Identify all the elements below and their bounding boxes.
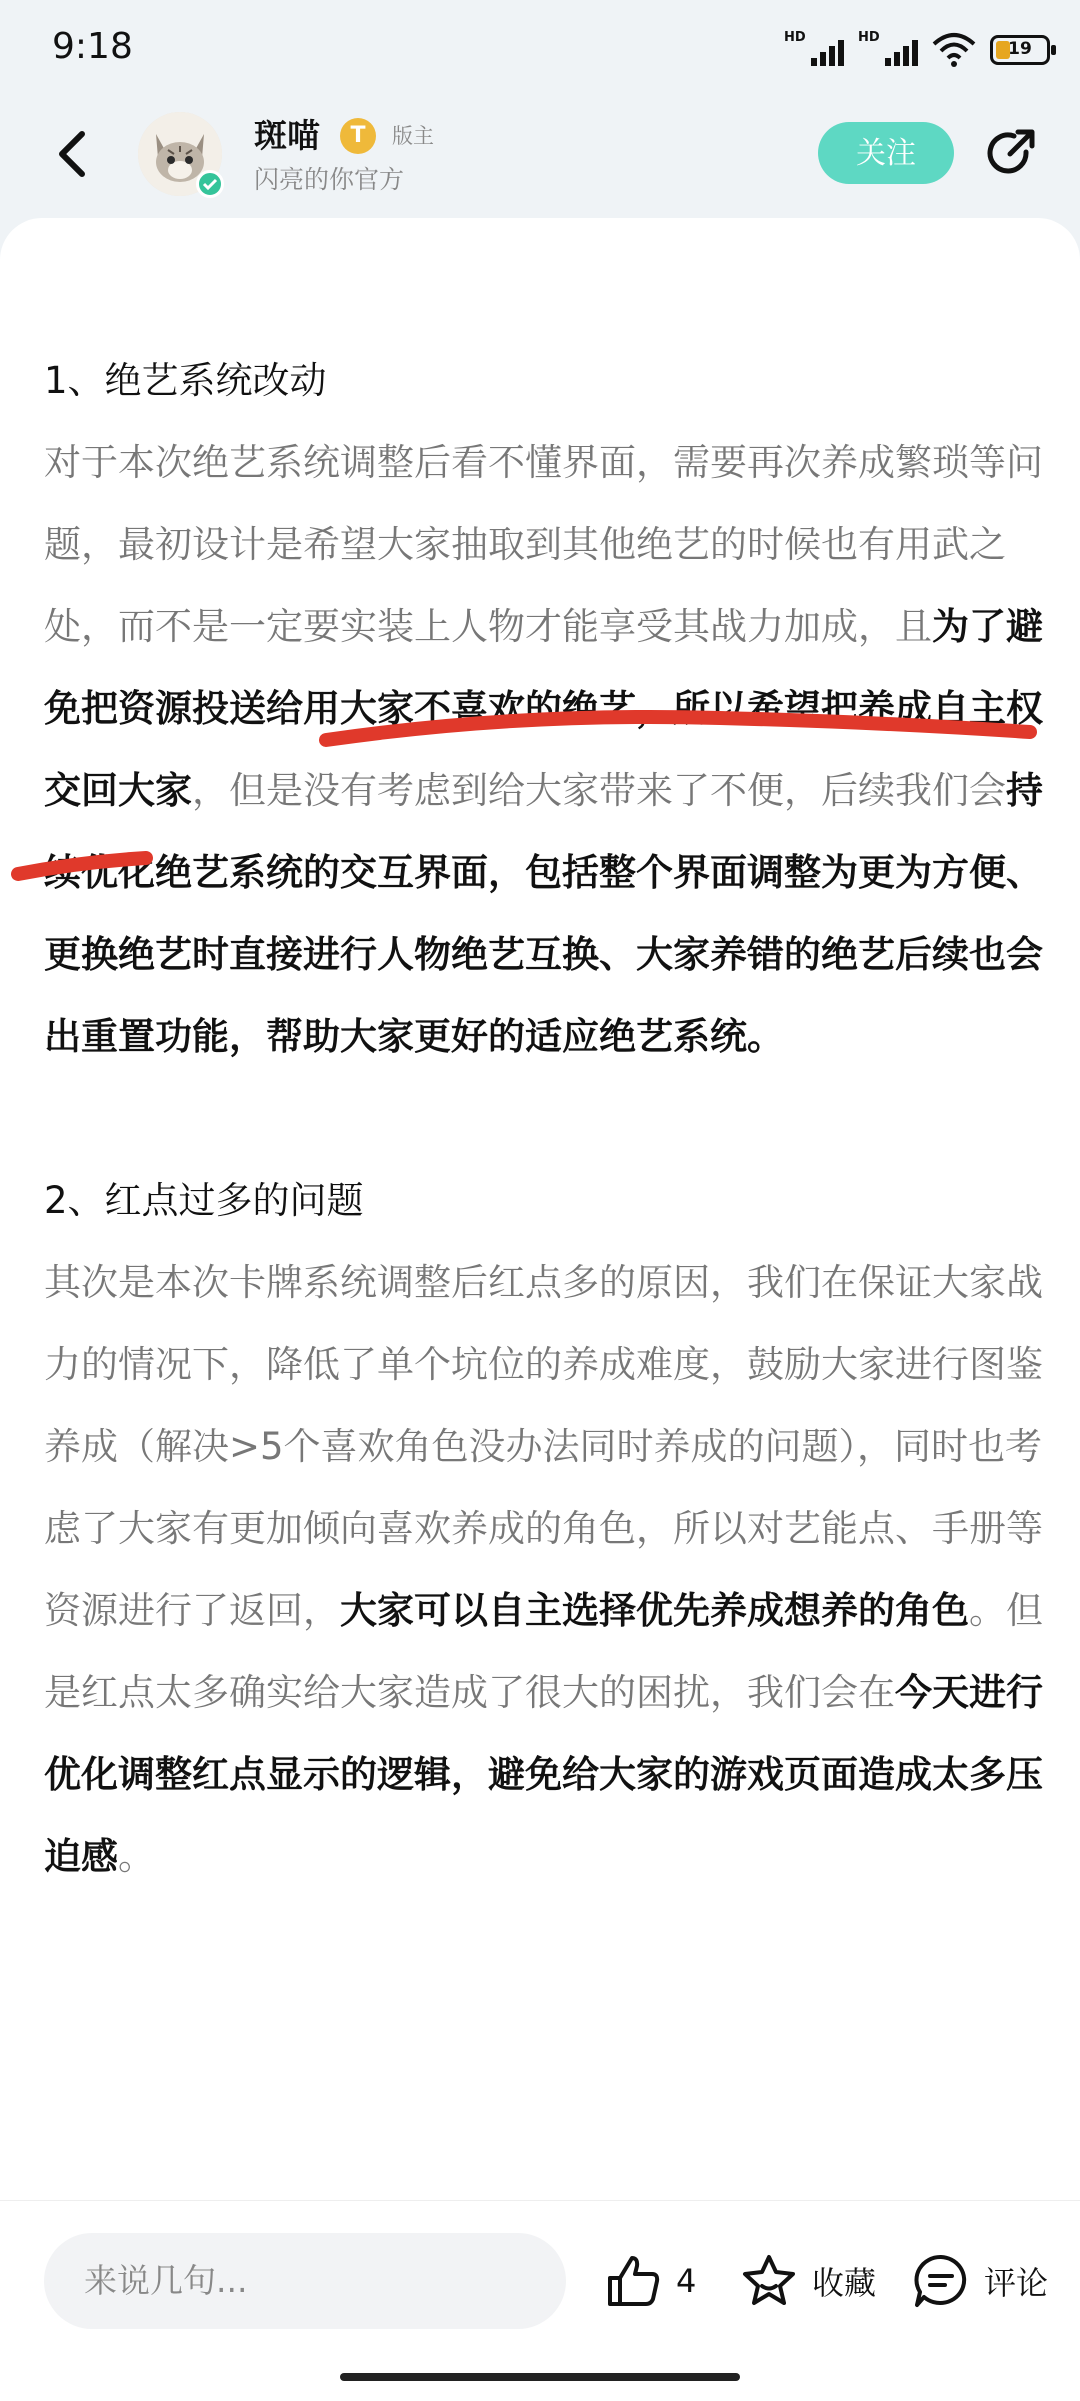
paragraph-2 — [44, 1242, 1044, 1898]
paragraph-1 — [44, 422, 1044, 1078]
wifi-icon — [932, 32, 976, 68]
favorite-label: 收藏 — [812, 2264, 877, 2302]
like-button[interactable] — [604, 2243, 696, 2319]
post-content — [0, 218, 1080, 2200]
signal-hd-label: HD — [784, 30, 806, 45]
status-bar — [0, 0, 1080, 100]
p2-text-c: 。但是红点太多确实给大家造成了很大的困扰，我们会在 — [44, 1589, 1043, 1714]
comment-label: 评论 — [984, 2264, 1049, 2302]
p2-text-a: 其次是本次卡牌系统调整后红点多的原因，我们在保证大家战力的情况下，降低了单个坑位的养成难度，鼓励大家进行图鉴养成（解决>5个喜欢角色没办法同时养成的问题），同时也考虑了大家有更加倾向喜欢养成的角色，所以对艺能点、手册等资源进行了返回， — [44, 1261, 1043, 1632]
favorite-button[interactable] — [740, 2243, 876, 2319]
verified-badge-icon — [196, 170, 224, 198]
status-time: 9:18 — [52, 26, 133, 67]
article-body — [44, 340, 1044, 1898]
p1-text-c: ，但是没有考虑到给大家带来了不便，后续我们会 — [192, 769, 1006, 812]
follow-button[interactable]: 关注 — [818, 122, 954, 184]
home-indicator[interactable] — [340, 2373, 740, 2381]
p2-bold-d: 今天进行优化调整红点显示的逻辑，避免给大家的游戏页面造成太多压迫感 — [44, 1671, 1043, 1878]
author-name[interactable]: 斑喵 — [254, 116, 320, 155]
role-label: 版主 — [392, 124, 434, 148]
section-title-2: 2、红点过多的问题 — [44, 1179, 364, 1222]
author-subtitle: 闪亮的你官方 — [254, 165, 405, 194]
avatar[interactable] — [138, 112, 222, 196]
section-title-1: 1、绝艺系统改动 — [44, 359, 327, 402]
tier-badge-icon: T — [340, 118, 376, 154]
comment-input[interactable]: 来说几句... — [44, 2233, 566, 2329]
battery-level: 19 — [1008, 39, 1032, 59]
p1-text-a: 对于本次绝艺系统调整后看不懂界面，需要再次养成繁琐等问题，最初设计是希望大家抽取到其他绝艺的时候也有用武之处，而不是一定要实装上人物才能享受其战力加成，且 — [44, 441, 1043, 648]
share-icon[interactable] — [980, 124, 1040, 184]
p2-bold-b: 大家可以自主选择优先养成想养的角色 — [340, 1589, 969, 1632]
bottom-action-bar — [0, 2200, 1080, 2401]
signal-hd-label-2: HD — [858, 30, 880, 45]
like-count: 4 — [676, 2262, 697, 2300]
back-arrow-icon[interactable] — [44, 124, 104, 184]
p1-bold-d: 持续优化绝艺系统的交互界面，包括整个界面调整为更为方便、更换绝艺时直接进行人物绝艺互换、大家养错的绝艺后续也会出重置功能，帮助大家更好的适应绝艺系统。 — [44, 769, 1043, 1058]
comment-button[interactable] — [912, 2243, 1048, 2319]
p1-bold-b: 为了避免把资源投送给用大家不喜欢的绝艺，所以希望把养成自主权交回大家 — [44, 605, 1043, 812]
p2-text-e: 。 — [118, 1835, 155, 1878]
comment-bubble-icon — [912, 2252, 970, 2310]
thumbs-up-icon — [604, 2252, 662, 2310]
star-icon — [740, 2252, 798, 2310]
signal-icon — [784, 30, 844, 70]
status-icons — [784, 30, 1050, 70]
signal-icon-2 — [858, 30, 918, 70]
post-header — [0, 100, 1080, 218]
battery-icon — [990, 35, 1050, 65]
